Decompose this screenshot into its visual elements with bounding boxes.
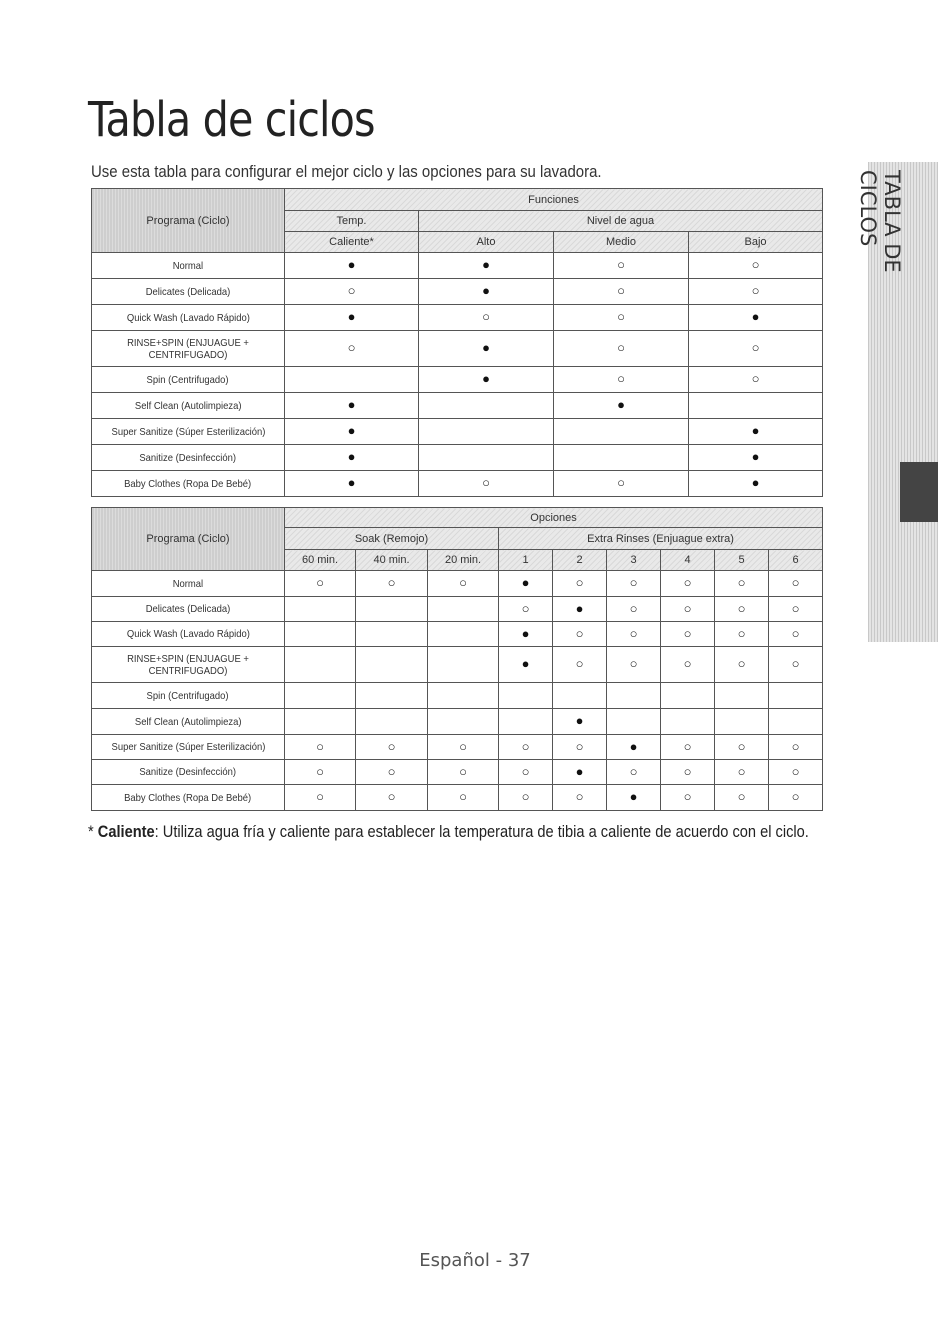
program-name-text: Super Sanitize (Súper Esterilización) xyxy=(111,425,265,438)
sub-header: 20 min. xyxy=(428,550,499,571)
footnote-term: Caliente xyxy=(97,822,155,841)
open-circle-icon: ○ xyxy=(459,763,467,779)
table-cell xyxy=(715,647,769,683)
table-cell xyxy=(499,683,553,709)
table-cell xyxy=(689,471,823,497)
table-cell xyxy=(553,647,607,683)
filled-circle-icon: ● xyxy=(347,475,356,490)
open-circle-icon: ○ xyxy=(629,625,638,641)
table-cell xyxy=(715,683,769,709)
program-name-text: Self Clean (Autolimpieza) xyxy=(134,715,242,728)
program-name-text: Normal xyxy=(172,577,204,590)
open-circle-icon: ○ xyxy=(683,738,692,754)
open-circle-icon: ○ xyxy=(521,789,530,804)
open-circle-icon: ○ xyxy=(617,257,625,272)
table-cell xyxy=(769,735,823,760)
open-circle-icon: ○ xyxy=(683,789,692,804)
side-tab-label: TABLA DE CICLOS xyxy=(856,170,904,273)
program-name xyxy=(92,367,285,393)
table-cell xyxy=(715,735,769,760)
open-circle-icon: ○ xyxy=(459,575,467,590)
table-cell xyxy=(285,367,419,393)
open-circle-icon: ○ xyxy=(316,763,324,779)
table-row xyxy=(92,622,823,647)
table-cell xyxy=(607,683,661,709)
table-cell xyxy=(607,571,661,597)
table-cell xyxy=(285,571,356,597)
filled-circle-icon: ● xyxy=(347,309,356,324)
program-name xyxy=(92,785,285,811)
open-circle-icon: ○ xyxy=(791,789,800,804)
open-circle-icon: ○ xyxy=(387,575,396,590)
table-cell xyxy=(428,709,499,735)
filled-circle-icon: ● xyxy=(575,713,584,728)
table-row xyxy=(92,735,823,760)
filled-circle-icon: ● xyxy=(751,423,760,438)
table-row xyxy=(92,279,823,305)
table-cell xyxy=(428,622,499,647)
filled-circle-icon: ● xyxy=(629,789,638,804)
open-circle-icon: ○ xyxy=(683,600,692,616)
table-cell xyxy=(554,305,689,331)
table-cell xyxy=(769,760,823,785)
program-name xyxy=(92,305,285,331)
open-circle-icon: ○ xyxy=(459,789,467,804)
table-cell xyxy=(554,331,689,367)
sub-header: 5 xyxy=(715,550,769,571)
table-cell xyxy=(428,785,499,811)
table-cell xyxy=(689,331,823,367)
table-cell xyxy=(285,253,419,279)
table-cell xyxy=(285,471,419,497)
table-row xyxy=(92,393,823,419)
table-cell xyxy=(689,445,823,471)
sub-header: 40 min. xyxy=(356,550,428,571)
program-name-text: Sanitize (Desinfección) xyxy=(139,451,237,464)
table-row xyxy=(92,253,823,279)
open-circle-icon: ○ xyxy=(617,340,625,355)
table-cell xyxy=(356,760,428,785)
filled-circle-icon: ● xyxy=(347,397,356,412)
table-cell xyxy=(769,785,823,811)
table-row xyxy=(92,419,823,445)
filled-circle-icon: ● xyxy=(521,656,530,671)
table-cell xyxy=(356,683,428,709)
table-cell xyxy=(554,419,689,445)
programa-header: Programa (Ciclo) xyxy=(92,189,285,253)
side-tab xyxy=(856,162,938,642)
filled-circle-icon: ● xyxy=(629,738,638,754)
table-cell xyxy=(285,683,356,709)
open-circle-icon: ○ xyxy=(617,371,625,386)
table-row xyxy=(92,760,823,785)
table-cell xyxy=(499,735,553,760)
programa-header: Programa (Ciclo) xyxy=(92,508,285,571)
table-cell xyxy=(661,622,715,647)
table-cell xyxy=(285,647,356,683)
table-cell xyxy=(661,735,715,760)
soak-header: Soak (Remojo) xyxy=(285,528,499,550)
table-cell xyxy=(661,709,715,735)
table-cell xyxy=(419,445,554,471)
table-cell xyxy=(607,622,661,647)
program-name-text: Super Sanitize (Súper Esterilización) xyxy=(111,741,265,753)
filled-circle-icon: ● xyxy=(482,340,490,355)
table-cell xyxy=(419,305,554,331)
open-circle-icon: ○ xyxy=(737,575,746,590)
sub-header: Medio xyxy=(554,232,689,253)
table-cell xyxy=(285,709,356,735)
filled-circle-icon: ● xyxy=(482,257,490,272)
functions-table xyxy=(91,188,823,497)
table-cell xyxy=(607,760,661,785)
table-cell xyxy=(499,571,553,597)
page-subtitle: Use esta tabla para configurar el mejor ciclo y las opciones para su lavadora. xyxy=(91,162,602,181)
table-cell xyxy=(499,597,553,622)
open-circle-icon: ○ xyxy=(575,625,584,641)
table-cell xyxy=(689,279,823,305)
open-circle-icon: ○ xyxy=(617,309,625,324)
open-circle-icon: ○ xyxy=(791,738,800,754)
open-circle-icon: ○ xyxy=(521,738,530,754)
side-tab-marker xyxy=(900,462,938,522)
opciones-header: Opciones xyxy=(285,508,823,528)
table-cell xyxy=(715,760,769,785)
table-cell xyxy=(499,709,553,735)
open-circle-icon: ○ xyxy=(316,738,324,754)
table-cell xyxy=(661,785,715,811)
open-circle-icon: ○ xyxy=(387,738,396,754)
sub-header: Alto xyxy=(419,232,554,253)
open-circle-icon: ○ xyxy=(751,371,760,386)
open-circle-icon: ○ xyxy=(347,340,356,355)
table-cell xyxy=(356,622,428,647)
table-cell xyxy=(428,571,499,597)
program-name xyxy=(92,571,285,597)
table-cell xyxy=(285,419,419,445)
table-cell xyxy=(356,785,428,811)
page-number: Español - 37 xyxy=(419,1250,531,1271)
table-cell xyxy=(689,367,823,393)
table-cell xyxy=(607,709,661,735)
program-name xyxy=(92,279,285,305)
filled-circle-icon: ● xyxy=(575,600,584,616)
table-cell xyxy=(715,622,769,647)
options-table xyxy=(91,507,823,811)
table-cell xyxy=(553,622,607,647)
table-row xyxy=(92,331,823,367)
table-cell xyxy=(419,419,554,445)
open-circle-icon: ○ xyxy=(751,283,760,298)
table-cell xyxy=(419,367,554,393)
open-circle-icon: ○ xyxy=(737,763,746,779)
open-circle-icon: ○ xyxy=(791,600,800,616)
sub-header: 6 xyxy=(769,550,823,571)
table-cell xyxy=(769,571,823,597)
table-cell xyxy=(285,279,419,305)
open-circle-icon: ○ xyxy=(347,283,356,298)
table-cell xyxy=(428,683,499,709)
table-cell xyxy=(661,760,715,785)
table-cell xyxy=(553,597,607,622)
open-circle-icon: ○ xyxy=(482,475,490,490)
filled-circle-icon: ● xyxy=(751,309,760,324)
table-cell xyxy=(499,647,553,683)
table-cell xyxy=(285,735,356,760)
open-circle-icon: ○ xyxy=(617,283,625,298)
table-cell xyxy=(428,760,499,785)
table-cell xyxy=(419,393,554,419)
program-name-text: Normal xyxy=(172,259,204,272)
program-name-text: Sanitize (Desinfección) xyxy=(139,766,237,778)
open-circle-icon: ○ xyxy=(791,763,800,779)
table-cell xyxy=(285,622,356,647)
program-name xyxy=(92,597,285,622)
table-cell xyxy=(769,683,823,709)
program-name-text: Baby Clothes (Ropa De Bebé) xyxy=(124,477,252,490)
program-name-text: Delicates (Delicada) xyxy=(145,603,231,615)
table-row xyxy=(92,647,823,683)
filled-circle-icon: ● xyxy=(482,283,490,298)
nivel-agua-header: Nivel de agua xyxy=(419,211,823,232)
table-cell xyxy=(356,597,428,622)
table-cell xyxy=(554,445,689,471)
table-cell xyxy=(553,683,607,709)
program-name-text: Delicates (Delicada) xyxy=(145,285,231,298)
open-circle-icon: ○ xyxy=(751,340,760,355)
table-cell xyxy=(554,253,689,279)
open-circle-icon: ○ xyxy=(683,625,692,641)
open-circle-icon: ○ xyxy=(316,789,324,804)
table-cell xyxy=(285,393,419,419)
program-name xyxy=(92,445,285,471)
funciones-header: Funciones xyxy=(285,189,823,211)
program-name xyxy=(92,735,285,760)
table-cell xyxy=(553,760,607,785)
program-name xyxy=(92,647,285,683)
program-name-text: Baby Clothes (Ropa De Bebé) xyxy=(124,791,252,804)
table-cell xyxy=(661,647,715,683)
table-row xyxy=(92,305,823,331)
footnote-star: * xyxy=(88,822,98,841)
table-cell xyxy=(428,647,499,683)
table-row xyxy=(92,571,823,597)
table-cell xyxy=(356,571,428,597)
functions-table-body xyxy=(92,253,823,497)
table-cell xyxy=(689,253,823,279)
table-cell xyxy=(769,622,823,647)
table-row xyxy=(92,683,823,709)
table-cell xyxy=(419,253,554,279)
program-name-text: Self Clean (Autolimpieza) xyxy=(134,399,242,412)
table-cell xyxy=(607,735,661,760)
table-cell xyxy=(428,735,499,760)
open-circle-icon: ○ xyxy=(387,789,396,804)
page-title: Tabla de ciclos xyxy=(88,92,375,148)
sub-header: 1 xyxy=(499,550,553,571)
program-name-text: Spin (Centrifugado) xyxy=(147,373,229,386)
table-cell xyxy=(419,331,554,367)
table-cell xyxy=(715,597,769,622)
filled-circle-icon: ● xyxy=(347,423,356,438)
options-table-body xyxy=(92,571,823,811)
open-circle-icon: ○ xyxy=(629,656,638,671)
program-name xyxy=(92,683,285,709)
table-cell xyxy=(661,597,715,622)
table-cell xyxy=(554,367,689,393)
open-circle-icon: ○ xyxy=(482,309,490,324)
open-circle-icon: ○ xyxy=(737,738,746,754)
filled-circle-icon: ● xyxy=(347,257,356,272)
filled-circle-icon: ● xyxy=(617,397,625,412)
sub-header: 3 xyxy=(607,550,661,571)
open-circle-icon: ○ xyxy=(737,625,746,641)
open-circle-icon: ○ xyxy=(459,738,467,754)
table-cell xyxy=(553,571,607,597)
table-cell xyxy=(499,622,553,647)
open-circle-icon: ○ xyxy=(387,763,396,779)
program-name xyxy=(92,253,285,279)
table-cell xyxy=(285,305,419,331)
open-circle-icon: ○ xyxy=(316,575,324,590)
table-row xyxy=(92,471,823,497)
program-name xyxy=(92,471,285,497)
open-circle-icon: ○ xyxy=(791,625,800,641)
table-cell xyxy=(285,785,356,811)
open-circle-icon: ○ xyxy=(791,575,800,590)
filled-circle-icon: ● xyxy=(482,371,490,386)
program-name xyxy=(92,331,285,367)
program-name xyxy=(92,419,285,445)
filled-circle-icon: ● xyxy=(575,763,584,779)
open-circle-icon: ○ xyxy=(737,656,746,671)
filled-circle-icon: ● xyxy=(521,575,530,590)
open-circle-icon: ○ xyxy=(683,575,692,590)
program-name-text: Spin (Centrifugado) xyxy=(147,689,229,702)
filled-circle-icon: ● xyxy=(751,449,760,464)
sub-header: 4 xyxy=(661,550,715,571)
open-circle-icon: ○ xyxy=(683,763,692,779)
table-cell xyxy=(285,760,356,785)
table-cell xyxy=(419,279,554,305)
filled-circle-icon: ● xyxy=(751,475,760,490)
open-circle-icon: ○ xyxy=(629,763,638,779)
table-cell xyxy=(285,445,419,471)
table-cell xyxy=(715,571,769,597)
table-cell xyxy=(553,735,607,760)
program-name-text: Quick Wash (Lavado Rápido) xyxy=(126,311,250,324)
table-cell xyxy=(356,647,428,683)
table-cell xyxy=(769,647,823,683)
table-cell xyxy=(356,709,428,735)
footnote-text: : Utiliza agua fría y caliente para establecer la temperatura de tibia a caliente de acuerdo con el ciclo. xyxy=(154,822,809,841)
table-cell xyxy=(554,471,689,497)
program-name-text: RINSE+SPIN (ENJUAGUE + CENTRIFUGADO) xyxy=(127,652,249,677)
table-cell xyxy=(285,331,419,367)
table-cell xyxy=(689,305,823,331)
table-cell xyxy=(661,683,715,709)
open-circle-icon: ○ xyxy=(575,738,584,754)
temp-header: Temp. xyxy=(285,211,419,232)
open-circle-icon: ○ xyxy=(521,600,530,616)
open-circle-icon: ○ xyxy=(629,575,638,590)
table-cell xyxy=(661,571,715,597)
table-row xyxy=(92,445,823,471)
footnote xyxy=(88,822,809,842)
program-name-text: Quick Wash (Lavado Rápido) xyxy=(126,628,250,640)
open-circle-icon: ○ xyxy=(575,656,584,671)
table-cell xyxy=(356,735,428,760)
table-cell xyxy=(553,709,607,735)
table-row xyxy=(92,597,823,622)
table-row xyxy=(92,785,823,811)
table-cell xyxy=(419,471,554,497)
table-cell xyxy=(715,709,769,735)
table-cell xyxy=(554,279,689,305)
table-cell xyxy=(607,647,661,683)
program-name xyxy=(92,760,285,785)
open-circle-icon: ○ xyxy=(737,600,746,616)
table-cell xyxy=(689,419,823,445)
sub-header: Caliente* xyxy=(285,232,419,253)
table-row xyxy=(92,367,823,393)
open-circle-icon: ○ xyxy=(617,475,625,490)
table-cell xyxy=(769,597,823,622)
table-cell xyxy=(554,393,689,419)
program-name xyxy=(92,393,285,419)
sub-header: 2 xyxy=(553,550,607,571)
open-circle-icon: ○ xyxy=(791,656,800,671)
table-cell xyxy=(607,785,661,811)
open-circle-icon: ○ xyxy=(683,656,692,671)
table-cell xyxy=(769,709,823,735)
program-name xyxy=(92,709,285,735)
open-circle-icon: ○ xyxy=(629,600,638,616)
table-cell xyxy=(715,785,769,811)
extra-rinses-header: Extra Rinses (Enjuague extra) xyxy=(499,528,823,550)
filled-circle-icon: ● xyxy=(521,625,530,641)
program-name xyxy=(92,622,285,647)
open-circle-icon: ○ xyxy=(737,789,746,804)
table-cell xyxy=(553,785,607,811)
sub-header: Bajo xyxy=(689,232,823,253)
table-cell xyxy=(499,785,553,811)
open-circle-icon: ○ xyxy=(521,763,530,779)
program-name-text: RINSE+SPIN (ENJUAGUE + CENTRIFUGADO) xyxy=(127,336,249,361)
filled-circle-icon: ● xyxy=(347,449,356,464)
table-cell xyxy=(285,597,356,622)
sub-header: 60 min. xyxy=(285,550,356,571)
table-cell xyxy=(689,393,823,419)
table-cell xyxy=(607,597,661,622)
open-circle-icon: ○ xyxy=(575,789,584,804)
table-cell xyxy=(499,760,553,785)
open-circle-icon: ○ xyxy=(575,575,584,590)
open-circle-icon: ○ xyxy=(751,257,760,272)
table-cell xyxy=(428,597,499,622)
table-row xyxy=(92,709,823,735)
